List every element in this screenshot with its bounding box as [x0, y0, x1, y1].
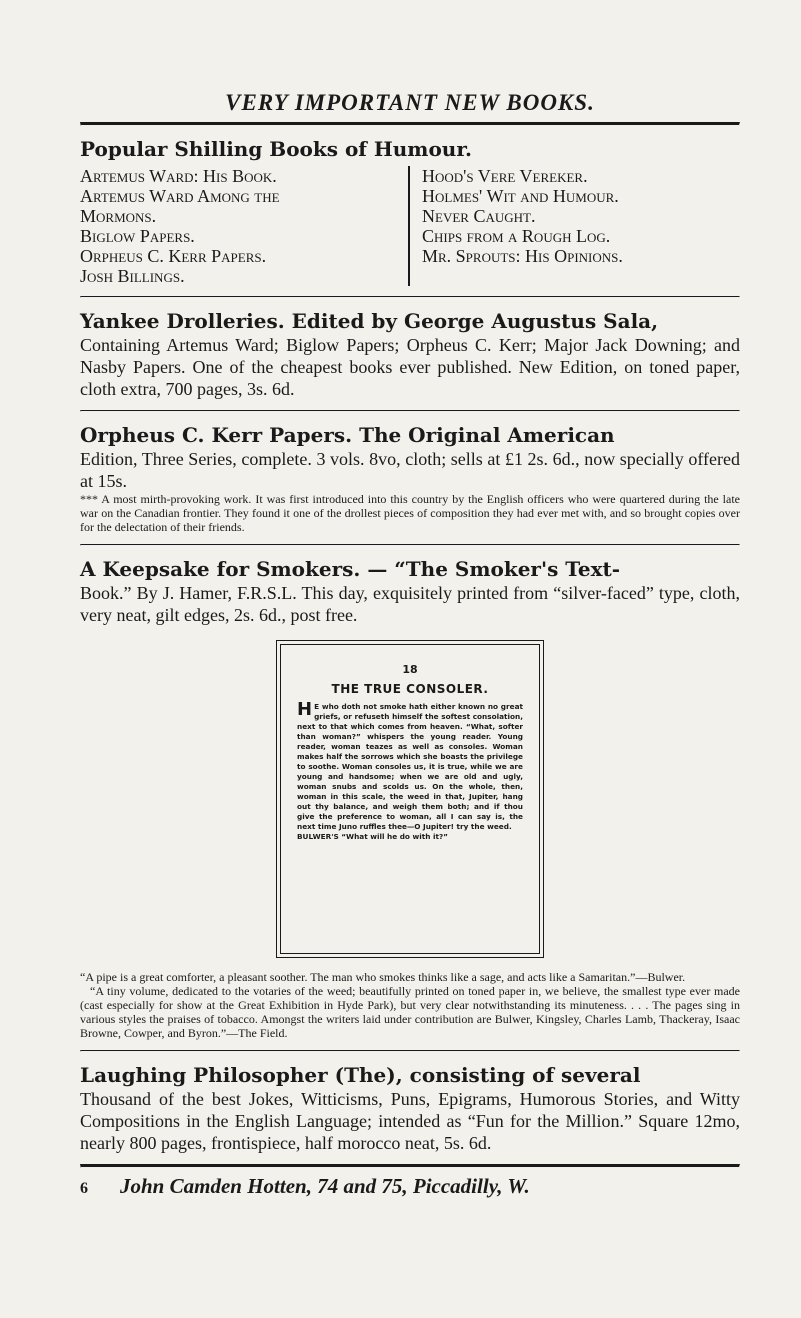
list-item: Orpheus C. Kerr Papers. [80, 246, 267, 266]
yankee-title: Yankee Drolleries. Edited by George Augustus Sala, [80, 309, 659, 333]
sample-page-number: 18 [402, 663, 418, 676]
laughing-description: Thousand of the best Jokes, Witticisms, Puns, Epigrams, Humorous Stories, and Witty Compositions in the English Language; intended as “Fun for the Million.” Square 12mo, nearly 800 pages, frontispiece, half morocco neat, 5s. 6d. [80, 1089, 740, 1153]
humour-list [80, 166, 740, 286]
list-item: Artemus Ward: His Book. [80, 166, 277, 186]
list-item: Holmes' Wit and Humour. [422, 186, 619, 206]
list-item: Mormons. [80, 206, 157, 226]
list-item: Hood's Vere Vereker. [422, 166, 588, 186]
humour-list-right [410, 166, 740, 286]
page-footer [80, 1174, 740, 1199]
orpheus-section [80, 412, 740, 544]
drop-cap: H [297, 699, 313, 720]
page-number: 6 [80, 1180, 88, 1197]
list-item: Chips from a Rough Log. [422, 226, 611, 246]
keepsake-title: A Keepsake for Smokers. — “The Smoker's Text- [80, 557, 621, 581]
list-item: Mr. Sprouts: His Opinions. [422, 246, 623, 266]
humour-section [80, 126, 740, 296]
orpheus-title: Orpheus C. Kerr Papers. The Original American [80, 423, 615, 447]
laughing-section [80, 1052, 740, 1164]
publisher-imprint: John Camden Hotten, 74 and 75, Piccadilly, W. [120, 1174, 530, 1198]
humour-title: Popular Shilling Books of Humour. [80, 137, 473, 161]
sample-page-excerpt [276, 640, 544, 958]
catalogue-page [80, 90, 740, 1199]
review-quote: “A pipe is a great comforter, a pleasant soother. The man who smokes thinks like a sage, and acts like a Samaritan.”—Bulwer. [80, 970, 686, 984]
yankee-description: Containing Artemus Ward; Biglow Papers; Orpheus C. Kerr; Major Jack Downing; and Nasby Papers. One of the cheapest books ever published. New Edition, on toned paper, cloth extra, 700 pages, 3s. 6d. [80, 335, 740, 399]
yankee-section [80, 298, 740, 410]
sample-page-closing: BULWER'S “What will he do with it?” [297, 832, 448, 841]
orpheus-note: *** A most mirth-provoking work. It was first introduced into this country by the English officers who were quartered during the late war on the Canadian frontier. They found it one of the drollest pieces of composition they had ever met with, and so brought copies over for the delectation of their friends. [80, 492, 740, 534]
review-quote: “A tiny volume, dedicated to the votaries of the weed; beautifully printed on toned paper in, we believe, the smallest type ever made (cast especially for show at the Great Exhibition in Hyde Park), but very clear notwithstanding its minuteness. . . . The pages sing in various styles the praises of tobacco. Amongst the writers laid under contribution are Bulwer, Kingsley, Charles Lamb, Thackeray, Isaac Browne, Cowper, and Byron.”—The Field. [80, 984, 740, 1040]
sample-page-frame [280, 644, 540, 954]
list-item: Biglow Papers. [80, 226, 195, 246]
running-title: VERY IMPORTANT NEW BOOKS. [225, 90, 595, 115]
list-item: Never Caught. [422, 206, 536, 226]
sample-page-body: E who doth not smoke hath either known no great griefs, or refuseth himself the softest consolation, next to that which comes from heaven. “What, softer than woman?” whispers the young reader. Young reader, woman teazes as well as consoles. Woman makes half the sorrows which she boasts the privilege to soothe. Woman consoles us, it is true, while we are young and handsome; when we are old and ugly, woman snubs and scolds us. On the whole, then, woman in this scale, the weed in that, Jupiter, hang out thy balance, and weigh them both; and if thou give the preference to woman, all I can say is, the next time Juno ruffles thee—O Jupiter! try the weed. [297, 702, 523, 831]
footer-rule [80, 1164, 740, 1168]
sample-page-text [297, 699, 523, 832]
laughing-title: Laughing Philosopher (The), consisting of several [80, 1063, 641, 1087]
list-item: Artemus Ward Among the [80, 186, 280, 206]
sample-page-heading: THE TRUE CONSOLER. [331, 682, 489, 696]
keepsake-section [80, 546, 740, 1050]
orpheus-description: Edition, Three Series, complete. 3 vols. 8vo, cloth; sells at £1 2s. 6d., now specially offered at 15s. [80, 449, 740, 491]
list-item: Josh Billings. [80, 266, 185, 286]
keepsake-description: Book.” By J. Hamer, F.R.S.L. This day, exquisitely printed from “silver-faced” type, cloth, very neat, gilt edges, 2s. 6d., post free. [80, 583, 740, 625]
humour-list-left [80, 166, 410, 286]
